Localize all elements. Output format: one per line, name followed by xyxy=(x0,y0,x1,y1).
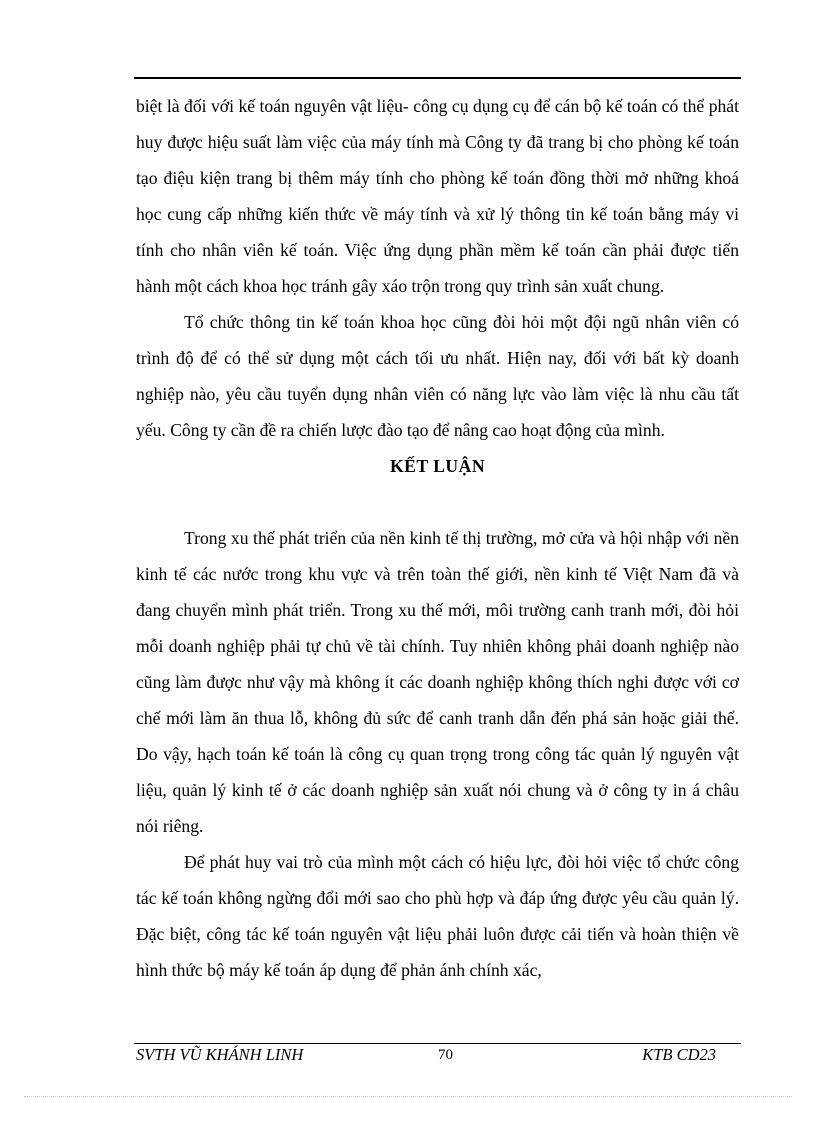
page-edge-divider xyxy=(24,1096,792,1097)
footer-author: SVTH VŨ KHÁNH LINH xyxy=(136,1045,304,1064)
paragraph-continuation: biệt là đối với kế toán nguyên vật liệu- công cụ dụng cụ để cán bộ kế toán có thể phát huy được hiệu suất làm việc của máy tính mà Công ty đã trang bị cho phòng kế toán tạo điệu kiện trang bị thêm máy tính cho phòng kế toán đồng thời mở những khoá học cung cấp những kiến thức về máy tính và xử lý thông tin kế toán bằng máy vi tính cho nhân viên kế toán. Việc ứng dụng phần mềm kế toán cần phải được tiến hành một cách khoa học tránh gây xáo trộn trong quy trình sản xuất chung. xyxy=(136,96,739,296)
page-body xyxy=(136,88,739,988)
section-heading-conclusion: KẾT LUẬN xyxy=(389,456,486,476)
header-rule xyxy=(134,77,741,79)
heading-spacer xyxy=(136,484,739,520)
page-number: 70 xyxy=(438,1047,453,1063)
paragraph-conclusion-1: Trong xu thế phát triển của nền kinh tế thị trường, mở cửa và hội nhập với nền kinh tế các nước trong khu vực và trên toàn thế giới, nền kinh tế Việt Nam đã và đang chuyển mình phát triển. Trong xu thế mới, môi trường canh tranh mới, đòi hỏi mỗi doanh nghiệp phải tự chủ về tài chính. Tuy nhiên không phải doanh nghiệp nào cũng làm được như vậy mà không ít các doanh nghiệp không thích nghi được với cơ chế mới làm ăn thua lỗ, không đủ sức để canh tranh dẫn đến phá sản hoặc giải thể. Do vậy, hạch toán kế toán là công cụ quan trọng trong công tác quản lý nguyên vật liệu, quản lý kinh tế ở các doanh nghiệp sản xuất nói chung và ở công ty in á châu nói riêng. xyxy=(136,528,739,836)
paragraph-staff-training: Tổ chức thông tin kế toán khoa học cũng đòi hỏi một đội ngũ nhân viên có trình độ để có thể sử dụng một cách tối ưu nhất. Hiện nay, đối với bất kỳ doanh nghiệp nào, yêu cầu tuyển dụng nhân viên có năng lực vào làm việc là nhu cầu tất yếu. Công ty cần đề ra chiến lược đào tạo để nâng cao hoạt động của mình. xyxy=(136,312,739,440)
footer-class-code: KTB CD23 xyxy=(642,1045,716,1064)
paragraph-conclusion-2: Để phát huy vai trò của mình một cách có hiệu lực, đòi hỏi việc tổ chức công tác kế toán không ngừng đổi mới sao cho phù hợp và đáp ứng được yêu cầu quản lý. Đặc biệt, công tác kế toán nguyên vật liệu phải luôn được cải tiến và hoàn thiện về hình thức bộ máy kế toán áp dụng để phản ánh chính xác, xyxy=(136,852,739,980)
